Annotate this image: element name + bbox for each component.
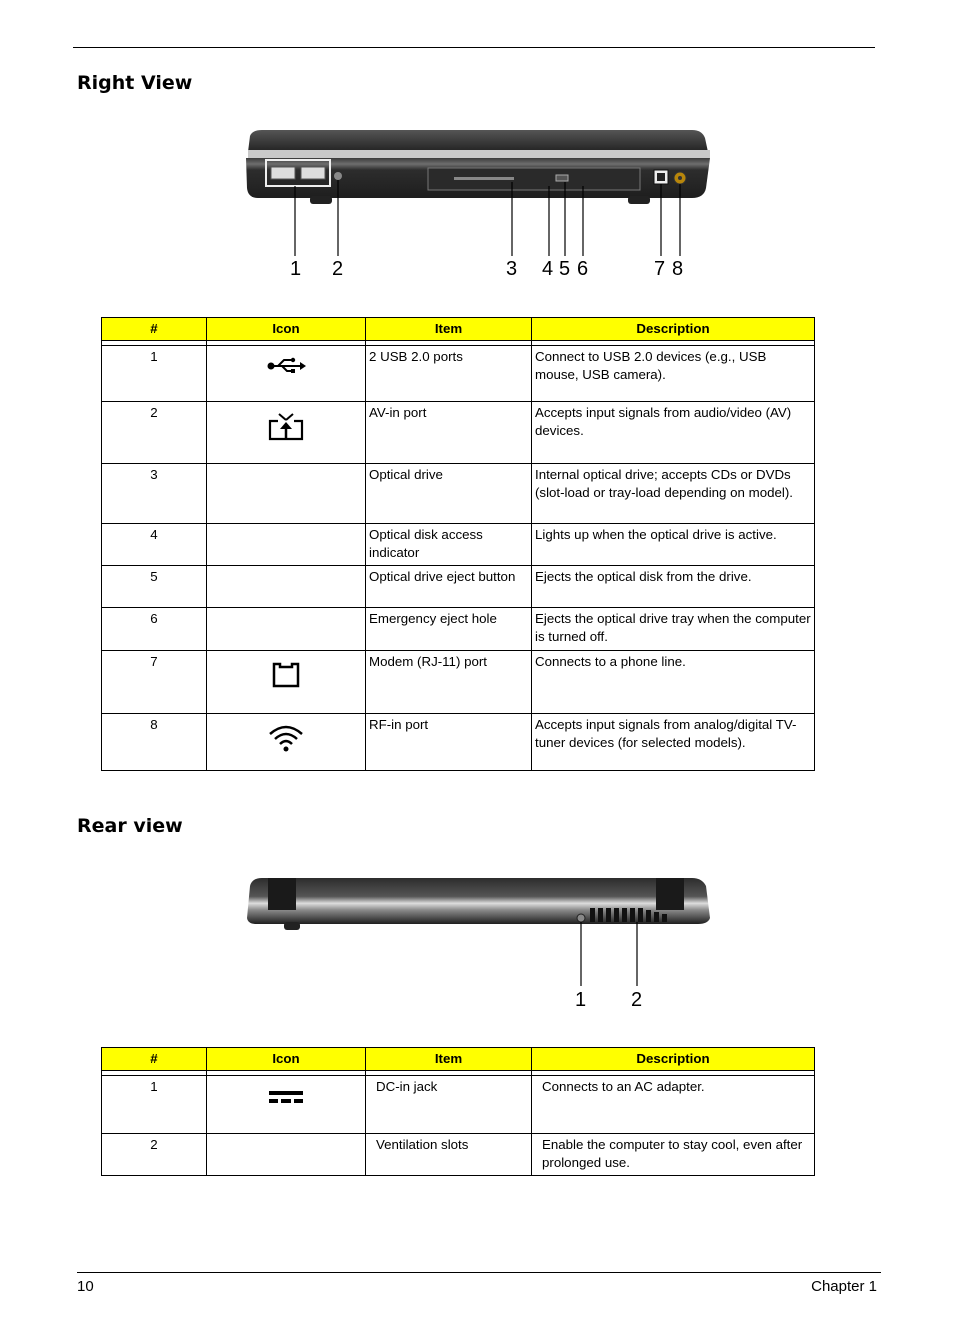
row-num: 2 bbox=[102, 402, 207, 464]
row-item: Emergency eject hole bbox=[366, 608, 532, 651]
col-header-icon: Icon bbox=[207, 318, 366, 341]
row-description: Enable the computer to stay cool, even after prolonged use. bbox=[532, 1134, 815, 1176]
row-num: 5 bbox=[102, 566, 207, 608]
callout-3: 3 bbox=[506, 258, 518, 280]
row-num: 3 bbox=[102, 464, 207, 524]
rear-view-heading: Rear view bbox=[77, 815, 183, 837]
callout-7: 7 bbox=[654, 258, 666, 280]
av-in-icon bbox=[210, 412, 362, 442]
table-header-row bbox=[102, 318, 815, 341]
laptop-right-side-image bbox=[240, 122, 712, 284]
col-header-num: # bbox=[102, 318, 207, 341]
callout-8: 8 bbox=[672, 258, 684, 280]
table-row bbox=[102, 651, 815, 714]
row-num: 8 bbox=[102, 714, 207, 771]
rear-view-table bbox=[101, 1047, 815, 1176]
table-row bbox=[102, 714, 815, 771]
row-item: Modem (RJ-11) port bbox=[366, 651, 532, 714]
table-row bbox=[102, 1076, 815, 1134]
row-description: Ejects the optical drive tray when the computer is turned off. bbox=[532, 608, 815, 651]
col-header-description: Description bbox=[532, 1048, 815, 1071]
row-item: 2 USB 2.0 ports bbox=[366, 346, 532, 402]
row-item: Optical drive bbox=[366, 464, 532, 524]
right-view-table bbox=[101, 317, 815, 771]
row-description: Internal optical drive; accepts CDs or DVDs (slot-load or tray-load depending on model). bbox=[532, 464, 815, 524]
row-item: RF-in port bbox=[366, 714, 532, 771]
row-item: AV-in port bbox=[366, 402, 532, 464]
row-item: DC-in jack bbox=[366, 1076, 532, 1134]
modem-icon bbox=[210, 661, 362, 689]
footer-rule bbox=[77, 1272, 881, 1273]
row-description: Ejects the optical disk from the drive. bbox=[532, 566, 815, 608]
row-item: Optical disk access indicator bbox=[366, 524, 532, 566]
table-row bbox=[102, 1134, 815, 1176]
laptop-rear-side-image bbox=[240, 868, 712, 1014]
callout-6: 6 bbox=[577, 258, 589, 280]
row-item: Ventilation slots bbox=[366, 1134, 532, 1176]
table-row bbox=[102, 346, 815, 402]
table-row bbox=[102, 464, 815, 524]
top-rule bbox=[73, 47, 875, 48]
row-description: Lights up when the optical drive is active. bbox=[532, 524, 815, 566]
row-description: Connects to a phone line. bbox=[532, 651, 815, 714]
callout-5: 5 bbox=[559, 258, 571, 280]
page-number: 10 bbox=[77, 1278, 94, 1295]
rear-view-figure bbox=[240, 868, 712, 1014]
row-description: Connects to an AC adapter. bbox=[532, 1076, 815, 1134]
row-num: 1 bbox=[102, 1076, 207, 1134]
row-description: Connect to USB 2.0 devices (e.g., USB mouse, USB camera). bbox=[532, 346, 815, 402]
right-view-figure bbox=[240, 122, 712, 284]
row-num: 4 bbox=[102, 524, 207, 566]
col-header-description: Description bbox=[532, 318, 815, 341]
chapter-label: Chapter 1 bbox=[811, 1278, 877, 1295]
col-header-item: Item bbox=[366, 318, 532, 341]
col-header-item: Item bbox=[366, 1048, 532, 1071]
usb-icon bbox=[210, 356, 362, 376]
callout-1: 1 bbox=[290, 258, 302, 280]
callout-1: 1 bbox=[575, 989, 587, 1011]
table-row bbox=[102, 402, 815, 464]
row-num: 1 bbox=[102, 346, 207, 402]
row-item: Optical drive eject button bbox=[366, 566, 532, 608]
dc-in-icon bbox=[210, 1086, 362, 1108]
right-view-heading: Right View bbox=[77, 72, 193, 94]
row-description: Accepts input signals from analog/digital TV-tuner devices (for selected models). bbox=[532, 714, 815, 771]
table-row bbox=[102, 566, 815, 608]
table-row bbox=[102, 524, 815, 566]
col-header-num: # bbox=[102, 1048, 207, 1071]
table-row bbox=[102, 608, 815, 651]
callout-2: 2 bbox=[631, 989, 643, 1011]
callout-2: 2 bbox=[332, 258, 344, 280]
callout-4: 4 bbox=[542, 258, 554, 280]
col-header-icon: Icon bbox=[207, 1048, 366, 1071]
row-num: 6 bbox=[102, 608, 207, 651]
row-num: 2 bbox=[102, 1134, 207, 1176]
row-description: Accepts input signals from audio/video (AV) devices. bbox=[532, 402, 815, 464]
row-num: 7 bbox=[102, 651, 207, 714]
table-header-row bbox=[102, 1048, 815, 1071]
rf-in-icon bbox=[210, 724, 362, 752]
